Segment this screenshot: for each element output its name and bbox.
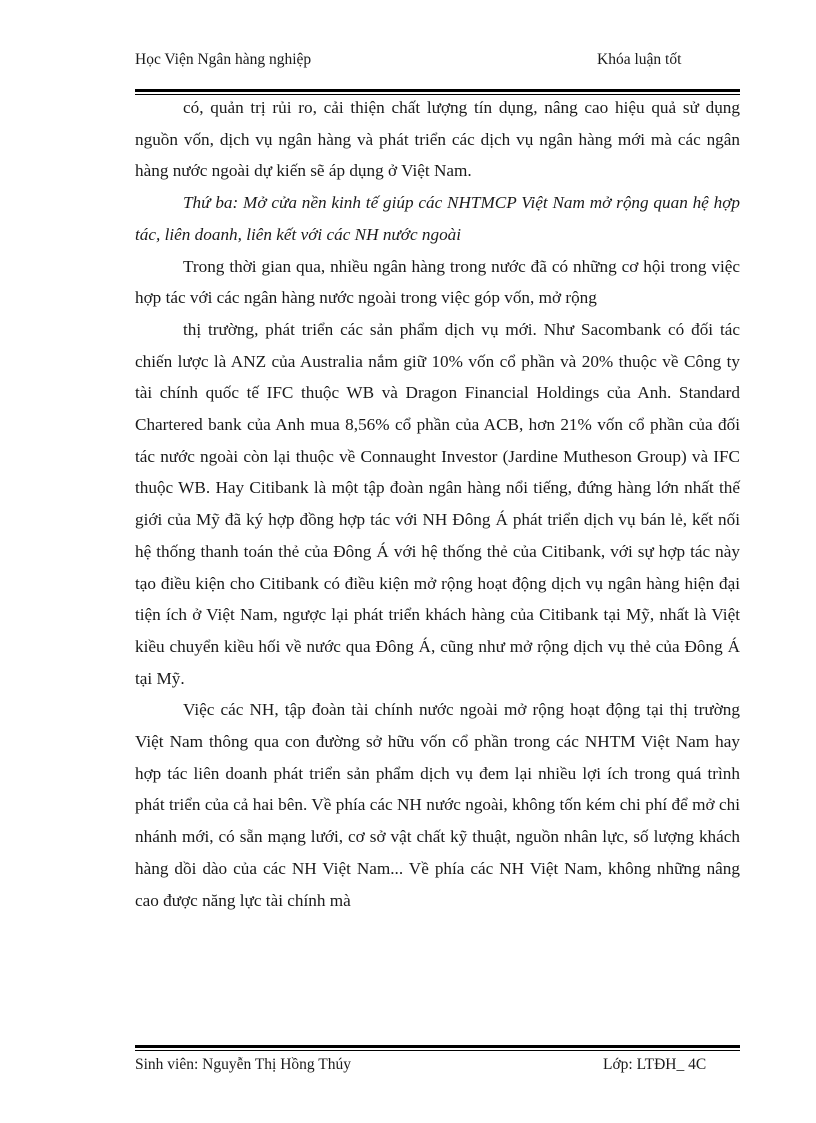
footer-student: Sinh viên: Nguyễn Thị Hồng Thúy [135,1056,351,1073]
paragraph-2-heading: Thứ ba: Mở cửa nền kinh tế giúp các NHTMCP Việt Nam mở rộng quan hệ hợp tác, liên doanh, liên kết với các NH nước ngoài [135,193,740,244]
paragraph-3: Trong thời gian qua, nhiều ngân hàng trong nước đã có những cơ hội trong việc hợp tác với các ngân hàng nước ngoài trong việc góp vốn, mở rộng [135,256,740,308]
header-institution: Học Viện Ngân hàng nghiệp [135,51,312,68]
footer-rule-thin [135,1050,740,1051]
paragraph-1: có, quản trị rủi ro, cải thiện chất lượng tín dụng, nâng cao hiệu quả sử dụng nguồn vốn, dịch vụ ngân hàng và phát triển các dịch vụ ngân hàng mới mà các ngân hàng nước ngoài dự kiến sẽ áp dụng ở Việt Nam. [135,98,740,181]
body-text [135,92,740,916]
footer-rule-thick [135,1045,740,1048]
paragraph-5: Việc các NH, tập đoàn tài chính nước ngoài mở rộng hoạt động tại thị trường Việt Nam thông qua con đường sở hữu vốn cổ phần trong các NHTM Việt Nam hay hợp tác liên doanh phát triển sản phẩm dịch vụ đem lại nhiều lợi ích trong quá trình phát triển của cả hai bên. Về phía các NH nước ngoài, không tốn kém chi phí để mở chi nhánh mới, có sẵn mạng lưới, cơ sở vật chất kỹ thuật, nguồn nhân lực, số lượng khách hàng dồi dào của các NH Việt Nam... Về phía các NH Việt Nam, không những nâng cao được năng lực tài chính mà [135,700,740,910]
footer-class: Lớp: LTĐH_ 4C [603,1056,707,1073]
paragraph-4: thị trường, phát triển các sản phẩm dịch vụ mới. Như Sacombank có đối tác chiến lược là ANZ của Australia nắm giữ 10% vốn cổ phần và 20% thuộc về Công ty tài chính quốc tế IFC thuộc WB và Dragon Financial Holdings của Anh. Standard Chartered bank của Anh mua 8,56% cổ phần của ACB, hơn 21% vốn cổ phần của đối tác nước ngoài còn lại thuộc về Connaught Investor (Jardine Mutheson Group) và IFC thuộc WB. Hay Citibank là một tập đoàn ngân hàng nổi tiếng, đứng hàng lớn nhất thế giới của Mỹ đã ký hợp đồng hợp tác với NH Đông Á phát triển dịch vụ bán lẻ, kết nối hệ thống thanh toán thẻ của Đông Á với hệ thống thẻ của Citibank, với sự hợp tác này tạo điều kiện cho Citibank có điều kiện mở rộng hoạt động dịch vụ ngân hàng hiện đại tiện ích ở Việt Nam, ngược lại phát triển khách hàng của Citibank tại Mỹ, nhất là Việt kiều chuyển kiều hối về nước qua Đông Á, cũng như mở rộng dịch vụ thẻ của Đông Á tại Mỹ. [135,319,740,688]
header-doc-type: Khóa luận tốt [597,51,682,68]
